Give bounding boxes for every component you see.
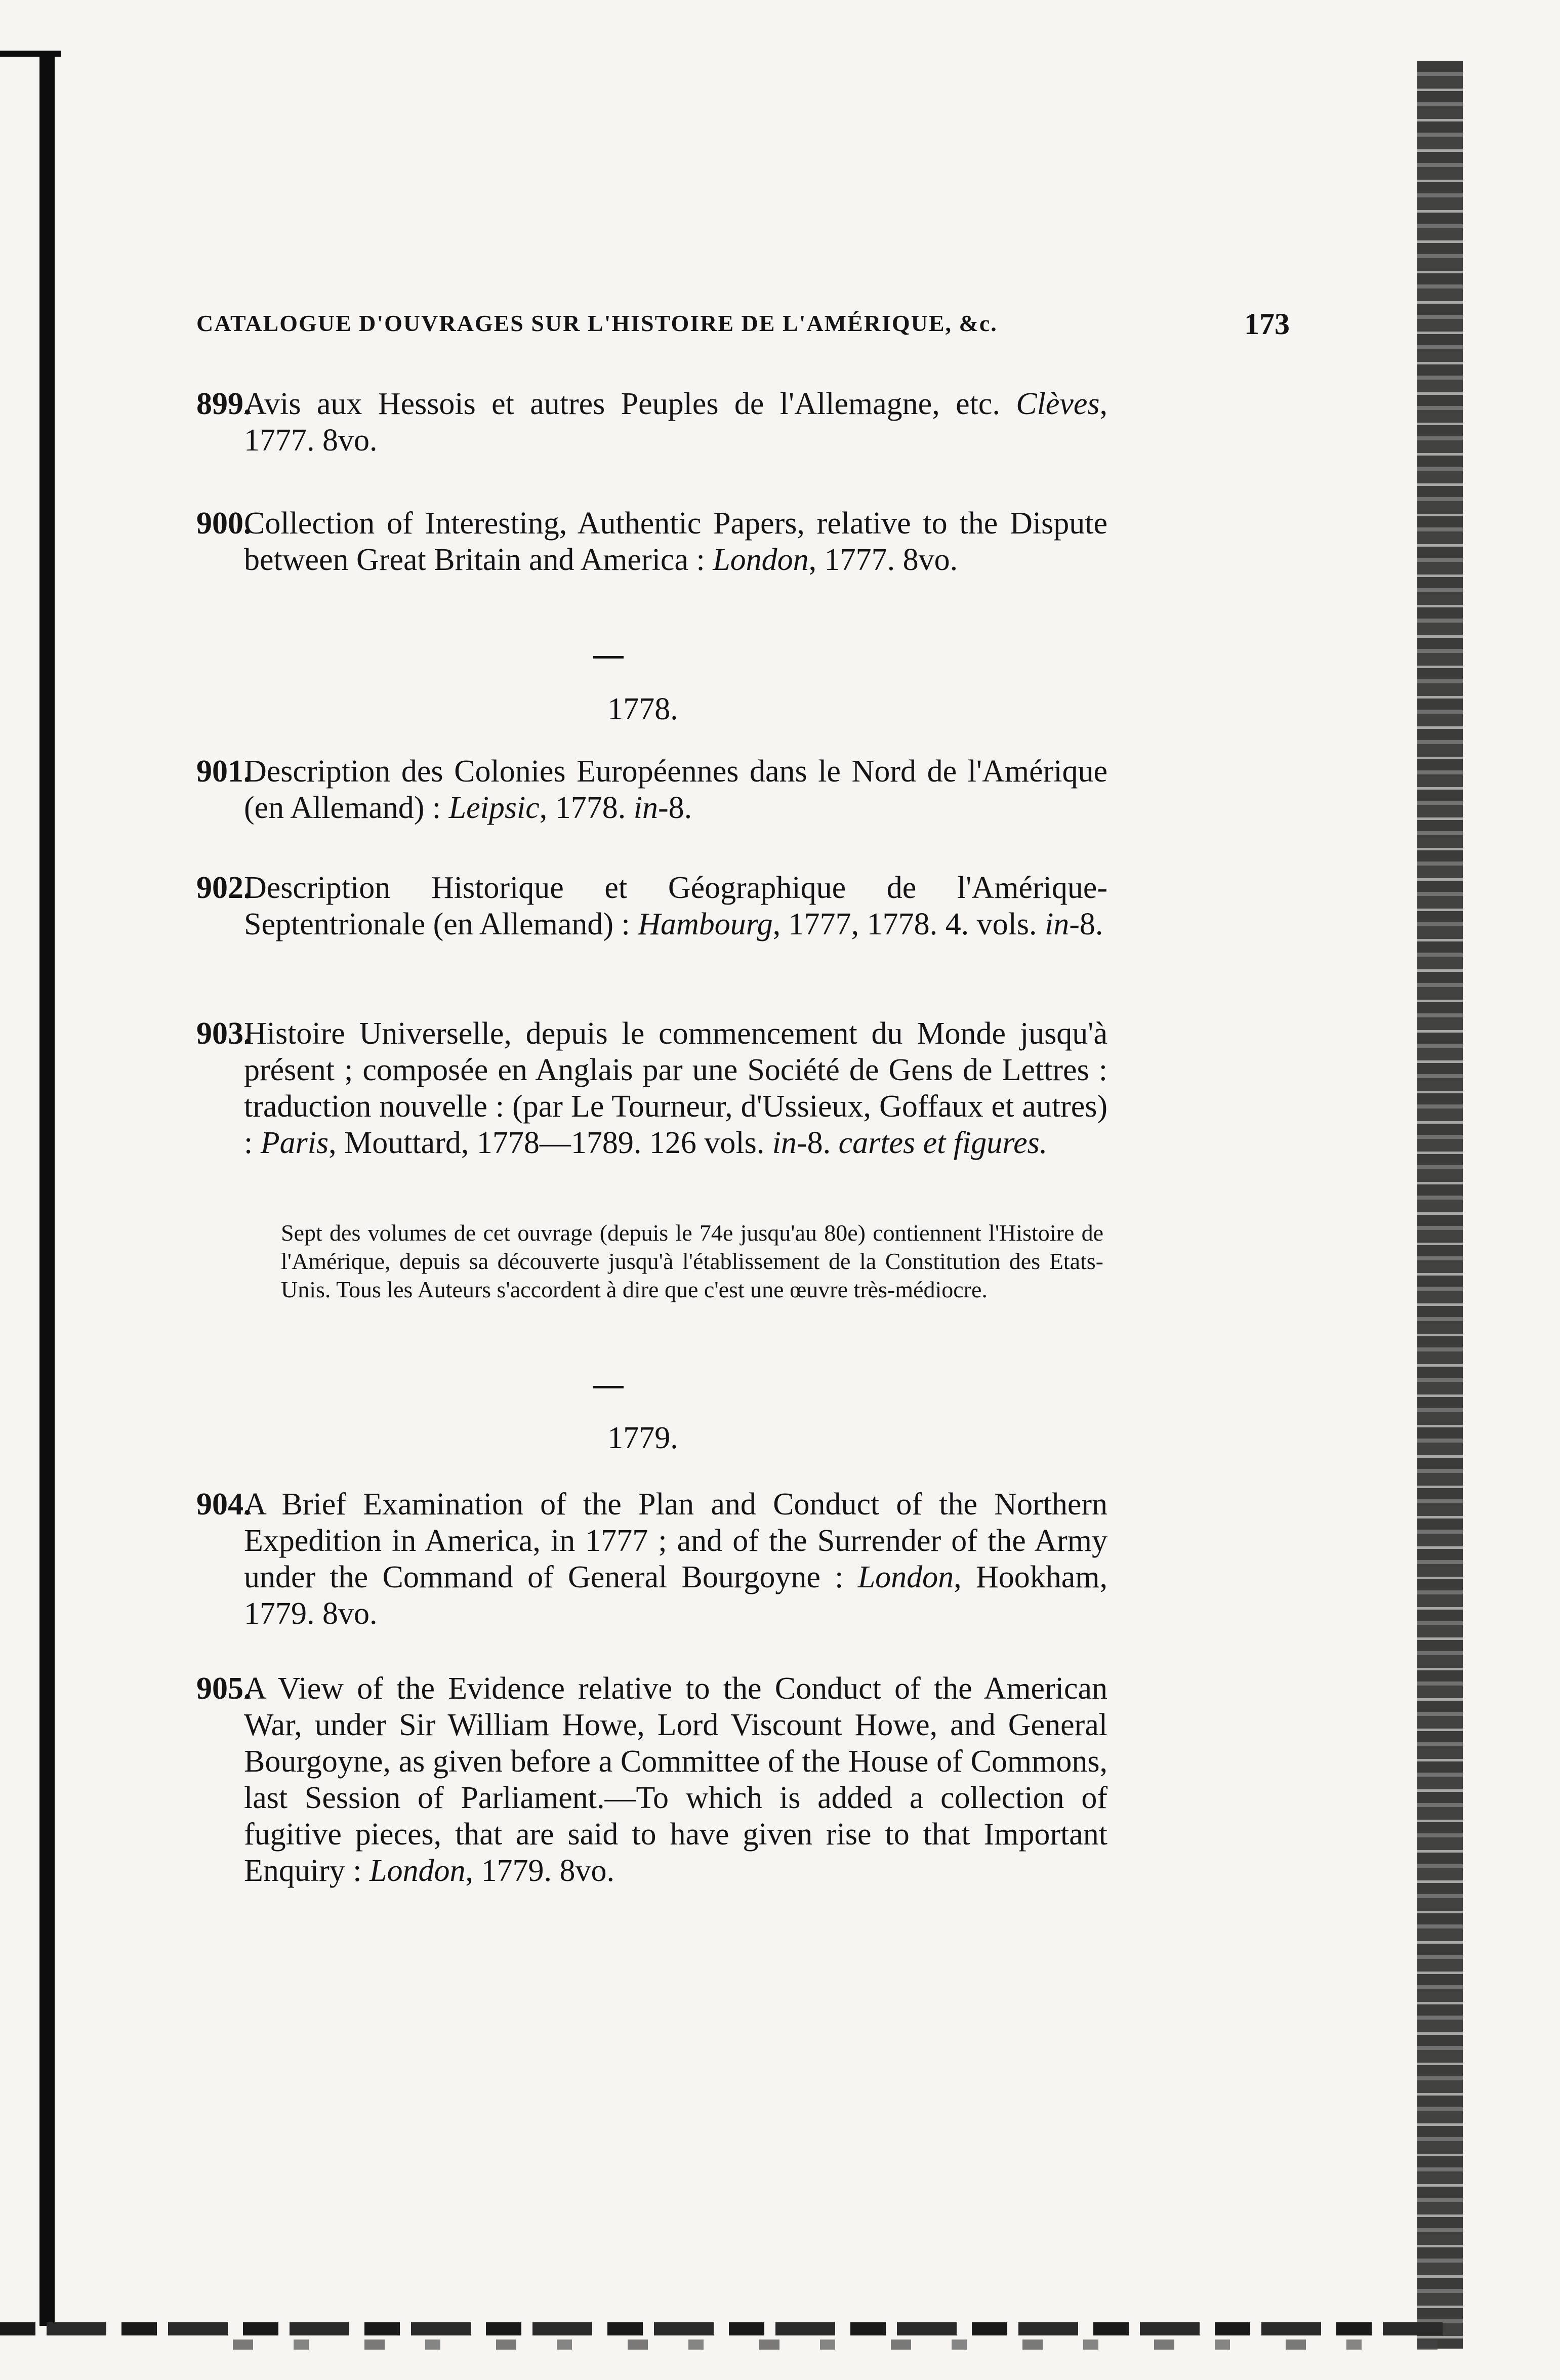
entry-902 — [196, 870, 1107, 942]
text-run: , 1777. 8vo. — [808, 543, 958, 577]
entry-903-note: Sept des volumes de cet ouvrage (depuis le 74e jusqu'au 80e) contiennent l'Histoire de l'Amérique, depuis sa découverte jusqu'à l'établissement de la Constitution des Etats-Unis. Tous les Auteurs s'accordent à dire que c'est une œuvre très-médiocre. — [281, 1220, 1103, 1302]
italic-run: in — [772, 1126, 797, 1160]
text-run: , Mouttard, 1778—1789. 126 vols. — [329, 1126, 772, 1160]
text-run: , 1779. 8vo. — [465, 1854, 614, 1888]
entry-text — [244, 1670, 1107, 1889]
text-run: , 1778. — [539, 791, 634, 825]
entry-number: 899. — [196, 387, 252, 421]
entry-900 — [196, 505, 1107, 578]
entry-901 — [196, 753, 1107, 826]
page-edge-shadow-left — [39, 56, 55, 2326]
entry-number: 902. — [196, 871, 252, 905]
text-run: Description des Colonies Européennes dans le Nord de l'Amérique (en Allemand) : — [244, 754, 1107, 825]
entry-text — [244, 870, 1107, 942]
italic-run: in — [633, 791, 658, 825]
entry-905 — [196, 1670, 1107, 1889]
text-run: -8. — [1069, 907, 1103, 941]
entry-number: 901. — [196, 754, 252, 789]
italic-run: London — [369, 1854, 466, 1888]
running-head-title: CATALOGUE D'OUVRAGES SUR L'HISTOIRE DE L'AMÉRIQUE, &c. — [196, 310, 998, 336]
text-run: Description Historique et Géographique de l'Amérique-Septentrionale (en Allemand) : — [244, 871, 1107, 941]
text-run: , Hookham, 1779. 8vo. — [244, 1560, 1107, 1631]
year-heading-1778: 1778. — [607, 692, 678, 726]
entry-904 — [196, 1486, 1107, 1632]
entry-number: 904. — [196, 1487, 252, 1522]
page-edge-shadow-bottom — [0, 2322, 1458, 2335]
text-run: Avis aux Hessois et autres Peuples de l'Allemagne, etc. — [244, 387, 1016, 421]
page-number: 173 — [1244, 307, 1290, 341]
entry-899 — [196, 386, 1107, 459]
text-run: Collection of Interesting, Authentic Papers, relative to the Dispute between Great Britain and America : — [244, 506, 1107, 577]
entry-number: 900. — [196, 506, 252, 541]
section-divider — [593, 656, 624, 659]
text-run: , 1777. 8vo. — [244, 387, 1107, 458]
italic-run: London — [713, 543, 809, 577]
italic-run: in — [1044, 907, 1070, 941]
italic-run: Leipsic — [448, 791, 540, 825]
entry-number: 905. — [196, 1671, 252, 1706]
italic-run: Clèves — [1016, 387, 1100, 421]
entry-text — [244, 386, 1107, 459]
text-run: Histoire Universelle, depuis le commencement du Monde jusqu'à présent ; composée en Anglais par une Société de Gens de Lettres : traduction nouvelle : (par Le Tourneur, d'Ussieux, Goffaux et autres) : — [244, 1016, 1107, 1160]
text-run: -8. — [658, 791, 692, 825]
page-edge-shadow-bottom-lower — [233, 2340, 1448, 2350]
italic-run: Hambourg — [638, 907, 773, 941]
running-head — [196, 307, 1290, 345]
text-run: , 1777, 1778. 4. vols. — [772, 907, 1045, 941]
text-run: -8. — [796, 1126, 839, 1160]
entry-number: 903. — [196, 1016, 252, 1051]
entry-text — [244, 1486, 1107, 1632]
italic-run: Paris — [260, 1126, 329, 1160]
italic-run: London — [857, 1560, 954, 1594]
text-run: A View of the Evidence relative to the Conduct of the American War, under Sir William Howe, Lord Viscount Howe, and General Bourgoyne, as given before a Committee of the House of Commons, last Session of Parliament.—To which is added a collection of fugitive pieces, that are said to have given rise to that Important Enquiry : — [244, 1671, 1107, 1888]
text-run: A Brief Examination of the Plan and Conduct of the Northern Expedition in America, in 1777 ; and of the Surrender of the Army under the Command of General Bourgoyne : — [244, 1487, 1107, 1594]
italic-run: cartes et figures. — [838, 1126, 1048, 1160]
entry-text — [244, 1015, 1107, 1161]
page-edge-shadow-right — [1417, 61, 1463, 2349]
year-heading-1779: 1779. — [607, 1421, 678, 1455]
entry-text — [244, 753, 1107, 826]
section-divider — [593, 1386, 624, 1388]
entry-text — [244, 505, 1107, 578]
entry-903 — [196, 1015, 1107, 1161]
